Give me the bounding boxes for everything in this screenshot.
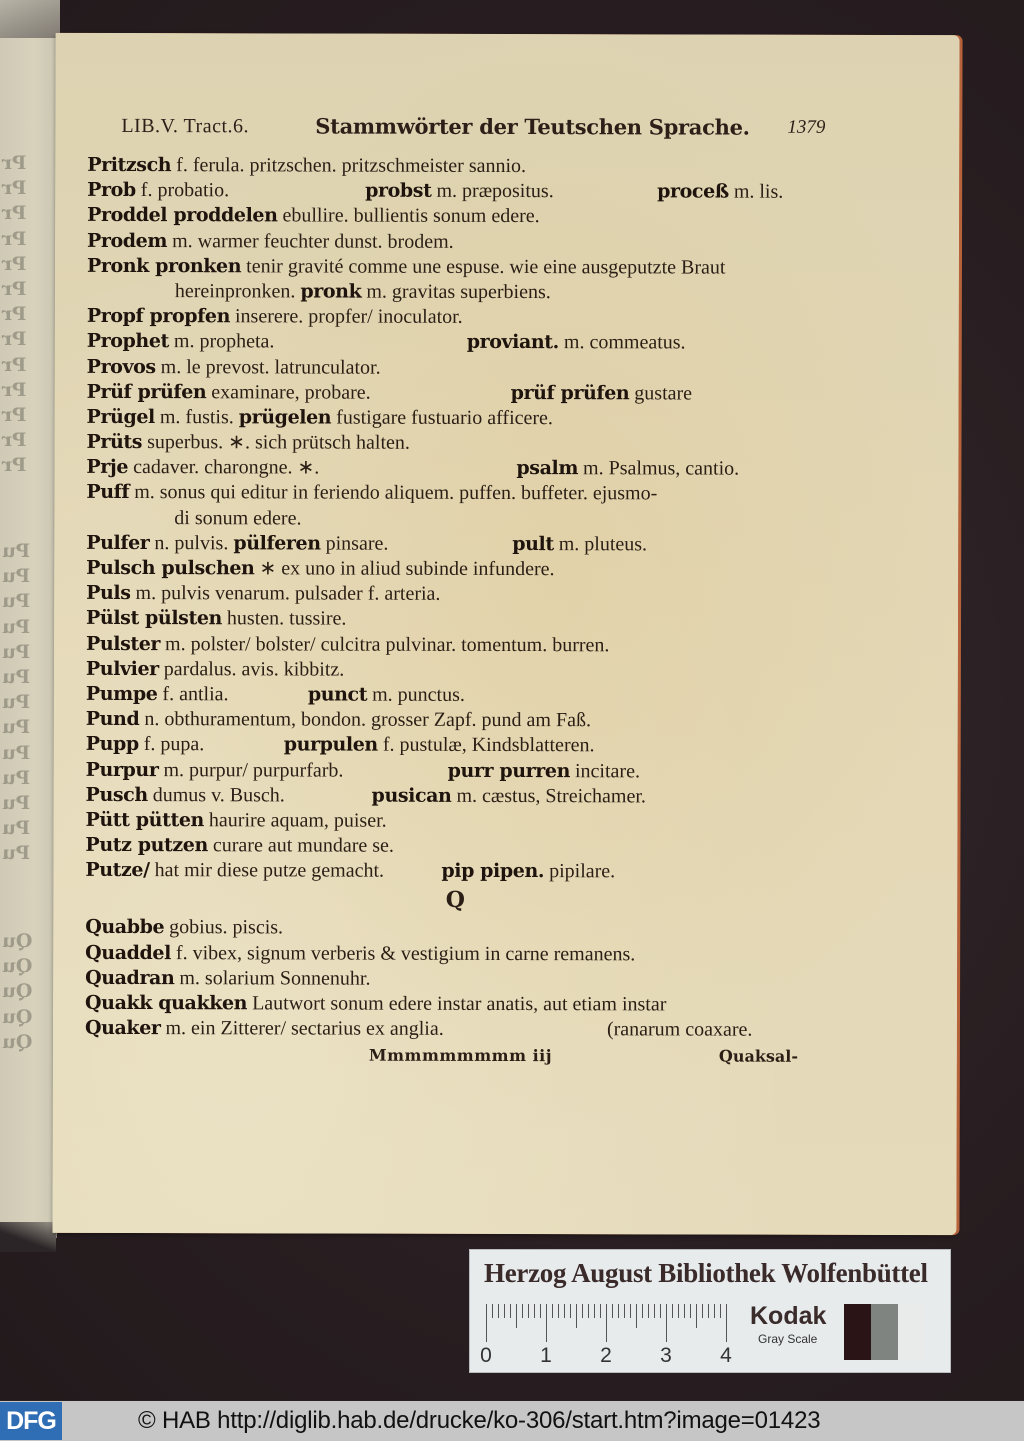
- entry-line: [87, 153, 827, 180]
- gloss-text: haurire aquam, puiser.: [203, 809, 387, 832]
- entry-flow: [87, 154, 526, 177]
- dfg-logo: DFG: [0, 1402, 62, 1440]
- ghost-text: Pr: [2, 303, 27, 326]
- entry-line: [85, 966, 825, 993]
- entry-flow: [86, 582, 440, 605]
- ghost-text: Pu: [2, 640, 31, 663]
- ghost-text: Qu: [2, 930, 33, 952]
- ruler-tick: [612, 1304, 613, 1318]
- entry-flow: [86, 431, 409, 454]
- footer-bar: [0, 1401, 1024, 1441]
- entry-flow: [85, 809, 386, 832]
- ruler-label: 1: [540, 1344, 552, 1367]
- headword: Pülst pülsten: [86, 607, 222, 630]
- headword: Putze/: [85, 859, 150, 882]
- headword: Prophet: [86, 330, 169, 353]
- entry-line: [85, 941, 825, 968]
- ruler-tick: [702, 1304, 703, 1318]
- entry-flow: [86, 456, 319, 479]
- ruler-tick: [558, 1304, 559, 1318]
- entry-column: [511, 381, 693, 406]
- headword: Pupp: [85, 733, 139, 756]
- entry-column: [516, 456, 739, 482]
- gloss-text: m. pluteus.: [553, 532, 648, 556]
- ruler-tick: [552, 1304, 553, 1318]
- entry-line: [87, 178, 827, 205]
- gloss-text: examinare, probare.: [206, 380, 371, 404]
- headword: purr purren: [447, 759, 571, 782]
- color-calibration-card: [469, 1249, 951, 1373]
- ghost-text: Pr: [2, 252, 27, 275]
- entry-column: [512, 532, 647, 557]
- ghost-text: Pr: [2, 278, 27, 300]
- headword: Pund: [85, 708, 140, 731]
- ruler-tick: [660, 1304, 661, 1318]
- headword: Prob: [87, 179, 136, 202]
- headword: Pumpe: [85, 682, 158, 706]
- previous-page-edge: [0, 38, 57, 1238]
- ghost-text: Qu: [2, 1030, 33, 1053]
- gloss-text: m. gravitas superbiens.: [361, 280, 551, 304]
- gloss-text: tenir gravité comme une espuse. wie eine ausgeputzte Braut: [241, 255, 726, 279]
- ghost-text: Pr: [2, 177, 27, 200]
- headword: Pütt pütten: [85, 808, 204, 832]
- entry-flow: [87, 204, 540, 227]
- headword: Pulvier: [85, 657, 159, 680]
- ruler-tick: [684, 1304, 685, 1318]
- page-number: 1379: [787, 116, 826, 138]
- entry-line: [87, 203, 827, 230]
- ruler-tick: [528, 1304, 529, 1318]
- ghost-text: Pu: [2, 716, 31, 739]
- headword: pülferen: [233, 532, 321, 555]
- gloss-text: m. lis.: [728, 180, 784, 203]
- gloss-text: husten. tussire.: [221, 607, 347, 630]
- ghost-text: Qu: [2, 955, 33, 978]
- ruler-tick: [714, 1304, 715, 1318]
- entry-flow: [87, 406, 553, 429]
- entry-flow: [87, 355, 381, 378]
- headword: Prüts: [86, 430, 143, 454]
- gloss-text: hereinpronken.: [174, 280, 301, 303]
- entry-flow: [86, 658, 344, 681]
- entry-flow: [87, 229, 454, 252]
- ruler-tick: [708, 1304, 709, 1318]
- previous-page-corner: [0, 0, 60, 38]
- gloss-text: m. propheta.: [168, 330, 275, 353]
- entry-line: [87, 405, 827, 432]
- copyright-link[interactable]: © HAB http://diglib.hab.de/drucke/ko-306/start.htm?image=01423: [138, 1407, 821, 1434]
- book-page: [52, 33, 959, 1235]
- ruler-tick: [690, 1304, 691, 1318]
- ruler-label: 0: [480, 1344, 492, 1367]
- headword: Quaker: [84, 1017, 161, 1040]
- signature-mark: Mmmmmmmmm iij: [368, 1046, 553, 1066]
- ghost-text: Pr: [2, 378, 27, 401]
- gray-swatch: [844, 1304, 871, 1360]
- entry-flow: [86, 758, 344, 781]
- ghost-text: Pr: [2, 429, 27, 452]
- entry-flow: [85, 859, 384, 882]
- headword: Proddel proddelen: [87, 204, 278, 227]
- gloss-text: n. pulvis.: [149, 531, 234, 555]
- headword: Pusch: [85, 783, 148, 806]
- ghost-text: Pu: [2, 615, 31, 638]
- entry-line: [86, 506, 826, 533]
- ghost-text: Pu: [2, 590, 31, 613]
- gloss-text: f. pupa.: [138, 733, 205, 756]
- ghost-text: Pr: [2, 404, 27, 426]
- entry-flow: [85, 916, 283, 939]
- entry-column: [365, 179, 554, 204]
- entry-line: [86, 455, 826, 482]
- headword: Prügel: [86, 405, 155, 428]
- gloss-text: m. cæstus, Streichamer.: [451, 784, 646, 808]
- ghost-text: Pr: [2, 454, 27, 477]
- entry-flow: [86, 632, 610, 655]
- entry-flow: [86, 532, 388, 555]
- book-section: LIB.V. Tract.6.: [121, 114, 250, 138]
- entry-line: [87, 354, 827, 381]
- ghost-text: Qu: [2, 1005, 33, 1028]
- headword: Pronk pronken: [86, 254, 242, 278]
- entry-line: [86, 657, 826, 684]
- ghost-text: Pu: [2, 565, 31, 588]
- entry-flow: [87, 330, 275, 352]
- gloss-text: m. commeatus.: [558, 331, 686, 354]
- gloss-text: Lautwort sonum edere instar anatis, aut etiam instar: [247, 992, 667, 1016]
- entry-line: [86, 531, 826, 558]
- gloss-text: f. probatio.: [135, 179, 230, 202]
- entry-line: [85, 915, 825, 942]
- entry-line: [87, 304, 827, 331]
- gloss-text: f. ferula. pritzschen. pritzschmeister sannio.: [171, 154, 527, 178]
- entry-flow: [174, 507, 301, 529]
- entry-column: [372, 783, 646, 809]
- gloss-text: f. vibex, signum verberis & vestigium in carne remanens.: [170, 941, 636, 965]
- headword: Prodem: [87, 229, 168, 252]
- ruler-tick: [534, 1304, 535, 1318]
- ghost-text: Pu: [2, 792, 31, 814]
- entry-flow: [87, 381, 371, 404]
- entry-line: [86, 682, 826, 709]
- ruler-label: 2: [600, 1344, 612, 1367]
- entry-flow: [85, 967, 370, 990]
- ruler-tick: [510, 1304, 511, 1318]
- headword: pult: [512, 532, 554, 555]
- institution-name: Herzog August Bibliothek Wolfenbüttel: [484, 1258, 928, 1288]
- headword: Quaddel: [85, 941, 171, 964]
- gloss-text: cadaver. charongne. ∗.: [128, 456, 320, 479]
- entry-flow: [85, 942, 635, 965]
- gloss-text: ebullire. bullientis sonum edere.: [277, 204, 540, 228]
- entry-line: [86, 581, 826, 608]
- gloss-text: (ranarum coaxare.: [606, 1018, 753, 1041]
- gloss-text: di sonum edere.: [174, 506, 302, 530]
- headword: Pulster: [85, 632, 161, 655]
- running-head: [121, 113, 851, 145]
- ruler-tick: [588, 1304, 589, 1318]
- ghost-text: Pu: [2, 666, 31, 688]
- headword: proviant.: [466, 331, 559, 354]
- ruler-tick: [594, 1304, 595, 1318]
- entry-line: [87, 254, 827, 281]
- gloss-text: f. pustulæ, Kindsblatteren.: [377, 733, 595, 757]
- entry-line: [85, 991, 825, 1018]
- ruler-tick: [672, 1304, 673, 1318]
- ruler-tick: [492, 1304, 493, 1318]
- ruler-tick: [630, 1304, 631, 1318]
- ruler-tick: [606, 1304, 607, 1342]
- ruler-tick: [546, 1304, 547, 1342]
- ruler-label: 3: [660, 1344, 672, 1367]
- headword: prüf prüfen: [510, 381, 630, 405]
- headword: pronk: [300, 280, 362, 303]
- ruler-tick: [726, 1304, 727, 1342]
- headword: Purpur: [85, 758, 159, 781]
- ghost-text: Pr: [2, 202, 27, 225]
- gloss-text: m. punctus.: [367, 683, 465, 706]
- page-title: Stammwörter der Teutschen Sprache.: [315, 113, 750, 140]
- gloss-text: m. le prevost. latrunculator.: [155, 355, 381, 379]
- ruler-tick: [654, 1304, 655, 1318]
- ruler-tick: [522, 1304, 523, 1318]
- gloss-text: gobius. piscis.: [164, 916, 284, 939]
- ruler-tick: [516, 1304, 517, 1328]
- headword: Quabbe: [85, 916, 165, 939]
- gloss-text: dumus v. Busch.: [147, 783, 285, 807]
- ruler-tick: [642, 1304, 643, 1318]
- ghost-text: Pu: [2, 741, 31, 764]
- entry-column: [607, 1017, 753, 1042]
- entry-flow: [86, 607, 346, 630]
- previous-page-bottom: [0, 1222, 56, 1252]
- headword: punct: [307, 683, 368, 706]
- headword: Prüf prüfen: [86, 380, 207, 403]
- catchword: Quaksal-: [718, 1046, 799, 1067]
- gloss-text: inserere. propfer/ inoculator.: [229, 305, 463, 329]
- entry-flow: [86, 784, 285, 807]
- entry-line: [86, 757, 826, 784]
- ruler-tick: [498, 1304, 499, 1318]
- ruler-tick: [540, 1304, 541, 1318]
- ruler-tick: [636, 1304, 637, 1328]
- entry-flow: [87, 179, 229, 201]
- entry-flow: [85, 834, 394, 857]
- ruler-tick: [564, 1304, 565, 1318]
- headword: Putz putzen: [85, 833, 208, 857]
- entry-flow: [86, 481, 657, 504]
- entry-line: [86, 430, 826, 457]
- entry-column: [308, 682, 465, 707]
- ghost-text: Pu: [2, 842, 31, 865]
- entry-column: [448, 758, 640, 784]
- ghost-text: Pr: [2, 227, 27, 250]
- headword: Pritzsch: [87, 153, 172, 177]
- gloss-text: superbus. ∗. sich prütsch halten.: [142, 431, 410, 454]
- headword: purpulen: [283, 733, 378, 756]
- headword: Puls: [86, 582, 131, 605]
- ruler-tick: [648, 1304, 649, 1318]
- headword: proceß: [657, 180, 729, 203]
- ghost-text: Qu: [2, 980, 33, 1003]
- ruler-tick: [486, 1304, 487, 1342]
- entry-line: [85, 833, 825, 860]
- entry-flow: [86, 683, 229, 705]
- page-footer-line: [85, 1041, 825, 1071]
- headword: Pulfer: [86, 531, 150, 554]
- entry-flow: [85, 1017, 444, 1040]
- entry-line: [85, 858, 825, 885]
- gloss-text: m. polster/ bolster/ culcitra pulvinar. tomentum. burren.: [160, 632, 610, 656]
- gloss-text: f. antlia.: [157, 683, 229, 706]
- gloss-text: pardalus. avis. kibbitz.: [158, 657, 345, 681]
- gloss-text: m. sonus qui editur in feriendo aliquem. puffen. buffeter. ejusmo-: [129, 481, 658, 505]
- headword: Quakk quakken: [85, 991, 248, 1015]
- headword: prügelen: [238, 406, 332, 429]
- headword: psalm: [516, 457, 579, 480]
- ruler-tick: [582, 1304, 583, 1318]
- gloss-text: m. pulvis venarum. pulsader f. arteria.: [130, 582, 441, 606]
- headword: Puff: [86, 481, 130, 504]
- entry-line: [87, 380, 827, 407]
- ruler-tick: [618, 1304, 619, 1318]
- entry-column: [441, 859, 615, 884]
- entry-line: [86, 732, 826, 759]
- section-letter: Q: [445, 887, 465, 914]
- gloss-text: m. warmer feuchter dunst. brodem.: [167, 229, 454, 253]
- gray-scale-label: Gray Scale: [758, 1332, 818, 1346]
- headword: Quadran: [85, 966, 175, 989]
- entry-flow: [85, 992, 666, 1016]
- gloss-text: m. solarium Sonnenuhr.: [174, 966, 371, 990]
- dictionary-entries: [85, 153, 827, 1071]
- ruler-tick: [666, 1304, 667, 1342]
- headword: pusican: [371, 784, 452, 807]
- gloss-text: incitare.: [569, 759, 640, 782]
- entry-flow: [86, 557, 554, 580]
- gray-swatch: [898, 1304, 925, 1360]
- gloss-text: m. præpositus.: [431, 179, 554, 203]
- gloss-text: curare aut mundare se.: [207, 834, 394, 857]
- ghost-text: Pu: [2, 766, 31, 789]
- kodak-logo: Kodak: [750, 1302, 827, 1330]
- headword: Propf propfen: [86, 305, 231, 328]
- headword: probst: [365, 179, 432, 202]
- entry-line: [85, 808, 825, 835]
- ruler-label: 4: [720, 1344, 732, 1367]
- gray-swatch: [871, 1304, 898, 1360]
- gloss-text: fustigare fustuario afficere.: [331, 406, 553, 429]
- entry-flow: [87, 255, 726, 279]
- entry-line: [86, 707, 826, 734]
- ghost-text: Pr: [2, 328, 27, 351]
- ghost-text: Pr: [2, 353, 27, 376]
- scale-ruler: [480, 1298, 744, 1368]
- ruler-tick: [624, 1304, 625, 1318]
- ghost-text: Pr: [2, 152, 27, 174]
- gloss-text: ∗ ex uno in aliud subinde infundere.: [254, 557, 555, 581]
- entry-flow: [87, 305, 463, 328]
- entry-flow: [175, 280, 551, 303]
- entry-line: [87, 279, 827, 306]
- headword: Pulsch pulschen: [86, 556, 255, 580]
- gloss-text: m. Psalmus, cantio.: [578, 457, 740, 480]
- entry-column: [657, 180, 783, 205]
- ruler-tick: [504, 1304, 505, 1318]
- headword: Prje: [86, 456, 129, 479]
- entry-flow: [86, 733, 205, 755]
- entry-line: [86, 556, 826, 583]
- entry-line: [86, 631, 826, 658]
- entry-column: [467, 330, 686, 356]
- gloss-text: pipilare.: [544, 860, 616, 883]
- gloss-text: gustare: [629, 382, 693, 405]
- ghost-text: Pu: [2, 691, 31, 714]
- entry-line: [85, 1016, 825, 1043]
- headword: pip pipen.: [441, 860, 545, 883]
- ghost-text: Pu: [2, 817, 31, 840]
- gloss-text: n. obthuramentum, bondon. grosser Zapf. pund am Faß.: [139, 708, 592, 732]
- entry-line: [87, 329, 827, 356]
- entry-line: [87, 228, 827, 255]
- gloss-text: m. fustis.: [154, 405, 239, 429]
- ruler-tick: [570, 1304, 571, 1318]
- gloss-text: hat mir diese putze gemacht.: [149, 859, 385, 882]
- gloss-text: pinsare.: [320, 532, 389, 555]
- ghost-text: Pu: [2, 540, 31, 562]
- ruler-tick: [720, 1304, 721, 1318]
- gloss-text: m. ein Zitterer/ sectarius ex anglia.: [160, 1017, 444, 1041]
- entry-line: [86, 606, 826, 633]
- ruler-tick: [678, 1304, 679, 1318]
- gloss-text: m. purpur/ purpurfarb.: [158, 758, 344, 782]
- entry-flow: [86, 708, 591, 731]
- headword: Provos: [86, 355, 156, 378]
- entry-column: [284, 733, 595, 759]
- ruler-tick: [576, 1304, 577, 1328]
- ruler-tick: [600, 1304, 601, 1318]
- ruler-tick: [696, 1304, 697, 1328]
- entry-line: [86, 783, 826, 810]
- entry-line: [86, 480, 826, 507]
